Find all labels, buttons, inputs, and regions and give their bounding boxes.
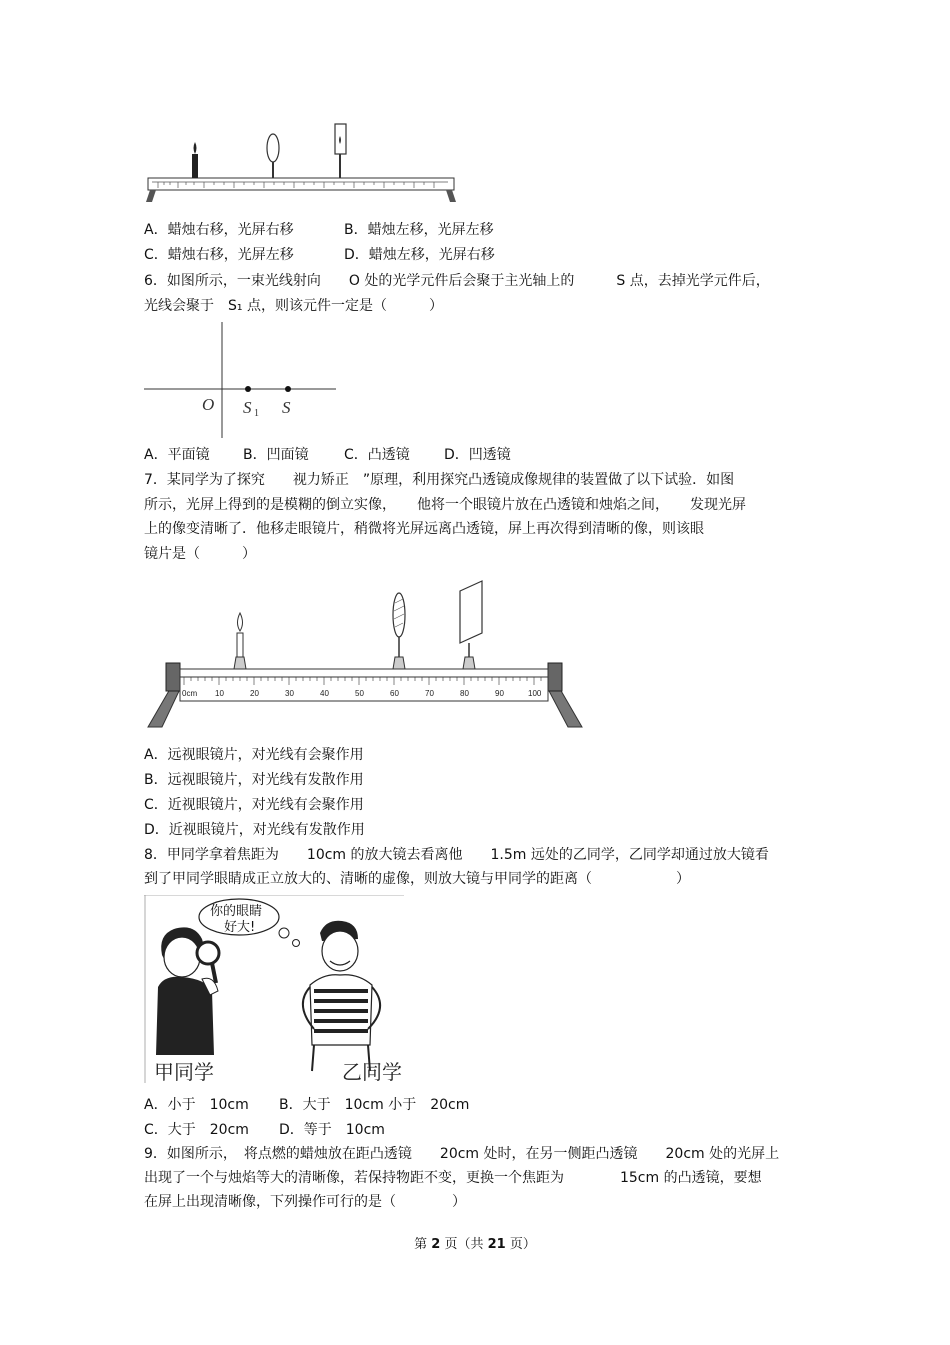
q9-text-line-3: 在屏上出现清晰像，下列操作可行的是（ ） bbox=[144, 1194, 466, 1210]
page-footer bbox=[0, 1233, 950, 1252]
ruler-label-70: 70 bbox=[425, 689, 434, 698]
ruler-label-60: 60 bbox=[390, 689, 399, 698]
q7-text-line-1: 7．某同学为了探究 视力矫正 ”原理，利用探究凸透镜成像规律的装置做了以下试验．如图 bbox=[144, 472, 735, 488]
label-student-a: 甲同学 bbox=[154, 1060, 214, 1084]
q6-option-d: D．凹透镜 bbox=[444, 447, 511, 463]
q6-option-c: C．凸透镜 bbox=[344, 447, 410, 463]
label-s1-subscript: 1 bbox=[254, 408, 259, 419]
q6-option-b: B．凹面镜 bbox=[243, 447, 309, 463]
q9-text-line-1: 9．如图所示， 将点燃的蜡烛放在距凸透镜 20cm 处时，在另一侧距凸透镜 20cm 处的光屏上 bbox=[144, 1146, 780, 1162]
ruler-label-40: 40 bbox=[320, 689, 329, 698]
optical-axis-figure bbox=[144, 322, 340, 440]
q6-text-line-1: 6．如图所示，一束光线射向 O 处的光学元件后会聚于主光轴上的 S 点，去掉光学元件后， bbox=[144, 273, 770, 289]
ruler-label-30: 30 bbox=[285, 689, 294, 698]
label-s1: S bbox=[243, 398, 252, 417]
label-student-b: 乙同学 bbox=[342, 1060, 402, 1084]
ruler-label-100: 100 bbox=[528, 689, 542, 698]
bubble-text-line-1: 你的眼睛 bbox=[210, 904, 263, 919]
q7-option-d: D．近视眼镜片，对光线有发散作用 bbox=[144, 822, 365, 838]
q7-option-a: A．远视眼镜片，对光线有会聚作用 bbox=[144, 747, 364, 763]
q8-option-d: D．等于 10cm bbox=[279, 1122, 385, 1138]
q8-option-b: B．大于 10cm 小于 20cm bbox=[279, 1097, 470, 1113]
q5-option-b: B．蜡烛左移，光屏左移 bbox=[344, 222, 494, 238]
ruler-label-90: 90 bbox=[495, 689, 504, 698]
point-s1 bbox=[245, 386, 251, 392]
q9-text-line-2: 出现了一个与烛焰等大的清晰像，若保持物距不变，更换一个焦距为 15cm 的凸透镜，要想 bbox=[144, 1170, 762, 1186]
q8-option-c: C．大于 20cm bbox=[144, 1122, 249, 1138]
q6-option-a: A．平面镜 bbox=[144, 447, 210, 463]
point-s bbox=[285, 386, 291, 392]
q7-option-b: B．远视眼镜片，对光线有发散作用 bbox=[144, 772, 364, 788]
ruler-label-10: 10 bbox=[215, 689, 224, 698]
optical-bench-figure-large bbox=[144, 577, 584, 729]
footer-mid: 页（共 bbox=[440, 1237, 488, 1252]
q5-option-c: C．蜡烛右移，光屏左移 bbox=[144, 247, 294, 263]
ruler-label-0: 0cm bbox=[182, 689, 198, 698]
q8-option-a: A．小于 10cm bbox=[144, 1097, 249, 1113]
optical-bench-figure-small bbox=[144, 120, 458, 202]
footer-suffix: 页） bbox=[505, 1237, 536, 1252]
q5-option-a: A．蜡烛右移，光屏右移 bbox=[144, 222, 294, 238]
label-s: S bbox=[282, 398, 291, 417]
students-cartoon-figure bbox=[144, 895, 406, 1085]
ruler-label-80: 80 bbox=[460, 689, 469, 698]
footer-total-pages: 21 bbox=[487, 1237, 506, 1252]
q7-text-line-4: 镜片是（ ） bbox=[144, 546, 256, 562]
student-b-drawing bbox=[303, 921, 380, 1071]
q7-option-c: C．近视眼镜片，对光线有会聚作用 bbox=[144, 797, 364, 813]
student-a-drawing bbox=[156, 927, 219, 1055]
label-o: O bbox=[202, 395, 215, 414]
q7-text-line-2: 所示，光屏上得到的是模糊的倒立实像， 他将一个眼镜片放在凸透镜和烛焰之间， 发现光屏 bbox=[144, 497, 746, 513]
q5-option-d: D．蜡烛左移，光屏右移 bbox=[344, 247, 495, 263]
ruler-label-20: 20 bbox=[250, 689, 259, 698]
footer-prefix: 第 bbox=[414, 1237, 432, 1252]
bubble-text-line-2: 好大! bbox=[224, 920, 256, 935]
q8-text-line-1: 8．甲同学拿着焦距为 10cm 的放大镜去看离他 1.5m 远处的乙同学，乙同学却通过放大镜看 bbox=[144, 847, 769, 863]
footer-page-number: 2 bbox=[431, 1237, 441, 1252]
ruler-label-50: 50 bbox=[355, 689, 364, 698]
q6-text-line-2: 光线会聚于 S₁ 点，则该元件一定是（ ） bbox=[144, 298, 443, 314]
q8-text-line-2: 到了甲同学眼睛成正立放大的、清晰的虚像，则放大镜与甲同学的距离（ ） bbox=[144, 871, 690, 887]
q7-text-line-3: 上的像变清晰了．他移走眼镜片，稍微将光屏远离凸透镜，屏上再次得到清晰的像，则该眼 bbox=[144, 521, 704, 537]
